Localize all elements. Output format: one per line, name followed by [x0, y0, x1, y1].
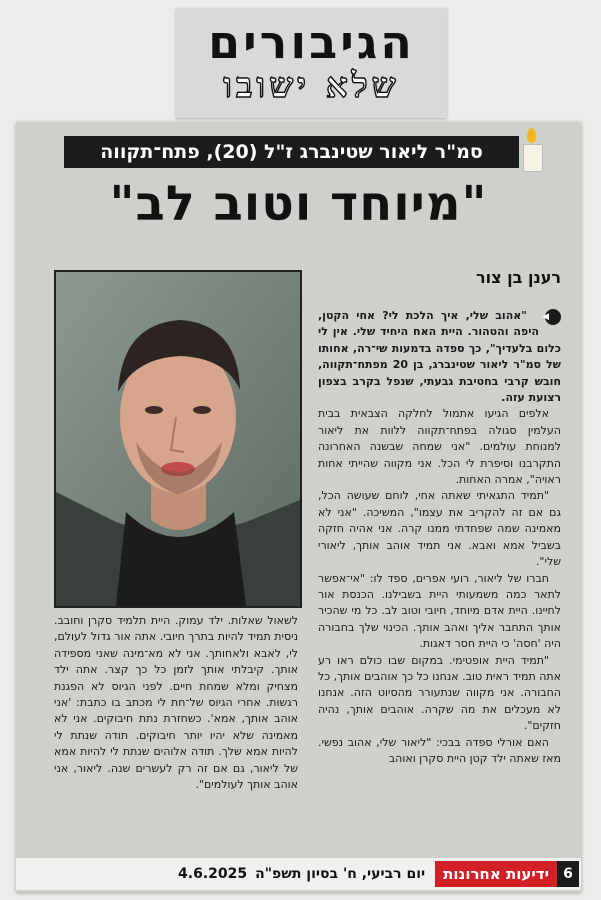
article-paragraph: "תמיד התגאיתי שאתה אחי, לוחם שעושה הכל, גם אם זה להקריב את עצמו", המשיכה. "אני לא מאמינה שמה שפחדתי ממנו קרה. אני אהיה חזקה בשביל אמא ואבא. אני תמיד אוהב אותך, ליאורי שלי". [318, 489, 561, 569]
article-column-right [318, 308, 561, 767]
hebrew-date: יום רביעי, ח' בסיון תשפ"ה [255, 866, 426, 882]
article-headline: "מיוחד וטוב לב" [109, 176, 488, 232]
page-number: 6 [557, 861, 579, 887]
publication-name: ידיעות אחרונות [435, 861, 557, 887]
article-paragraph: "תמיד היית אופטימי. במקום שבו כולם ראו רע אתה תמיד ראית טוב. אנחנו כל כך אוהבים אותך, כל החבורה. אני מקווה שנתעורר מהסיוט הזה. אנחנו לא מעכלים את מה שקרה. אוהבים אותך, נהיה חזקים". [318, 653, 561, 733]
page-footer [16, 858, 581, 890]
article-paragraph: חברו של ליאור, רועי אפרים, ספד לו: "אי־אפשר לתאר כמה משמעותי היית בשבילנו. הכנסת אור לחיינו. היית אדם מיוחד, חיובי וטוב לב. כל מי שהכיר אותך התחבר אליך ואהב אותך. הכינוי שלך בחבורה היה 'חסה' כי היית חסר דאגות. [318, 571, 561, 651]
section-subtitle: שלא ישובו [223, 66, 400, 106]
gregorian-date: 4.6.2025 [178, 866, 248, 882]
article-column-left [54, 613, 298, 793]
article-paragraph: "אהוב שלי, איך הלכת לי? אחי הקטן, היפה והטהור. היית האח היחיד שלי. אין לי כלום בלעדיך", כך ספדה בדמעות שי־רה, אחותו של סמ"ר ליאור שטינברג, בן 20 מפתח־תקווה, חובש קרבי בחטיבת גבעתי, שנפל בקרב בצפון רצועת עזה. [318, 309, 561, 405]
article-paragraph: לשאול שאלות. ילד עמוק. היית תלמיד סקרן וחובב. ניסית תמיד להיות בתרך חיובי. אתה אור גדול לעולם, לי, לאבא ולאחותך. אני לא מא־מינה שאני מספידה אותך. קיבלתי אותך לזמן כל כך קצר. אתה ילד מצחיק ומלא שמחת חיים. לפני הגיוס לא הפגנת רגשות. אחרי הגיוס של־חת לי מכתב בו כתבת: 'אני אוהב אותך, אמא'. כשחזרת נתת חיבוקים. אני לא מאמינה שלא יהיו יותר חיבוקים. תודה שנתת לי להיות אמא שלך. תודה אלוהים שנתת לי להיות אמא של ליאור, גם אם זה רק לעשרים שנה. ליאור, אני אוהב אותך לעולמים". [54, 614, 298, 792]
section-title: הגיבורים [208, 15, 415, 69]
article-byline: רענן בן צור [476, 268, 561, 287]
article-page [16, 122, 581, 892]
portrait-illustration [56, 272, 300, 606]
section-header-clipping [176, 8, 447, 118]
fallen-soldier-name-bar [64, 136, 519, 168]
article-paragraph: אלפים הגיעו אתמול לחלקה הצבאית בבית העלמין סגולה בפתח־תקווה ללוות את ליאור למנוחת עולמים. "אני שמחה שבשנה האחרונה התקרבנו וסיפרת לי הכל. אני מקווה שהייתי אחות ראויה", אמרה האחות. [318, 407, 561, 487]
soldier-name: סמ"ר ליאור שטינברג ז"ל (20), פתח־תקווה [100, 141, 483, 163]
arrow-left-circle-icon: ◀ [545, 309, 561, 325]
soldier-portrait-photo [54, 270, 302, 608]
candle-icon [521, 128, 543, 172]
article-paragraph: האם אורלי ספדה בבכי: "ליאור שלי, אהוב נפשי. מאז שאתה ילד קטן היית סקרן ואוהב [318, 735, 561, 765]
